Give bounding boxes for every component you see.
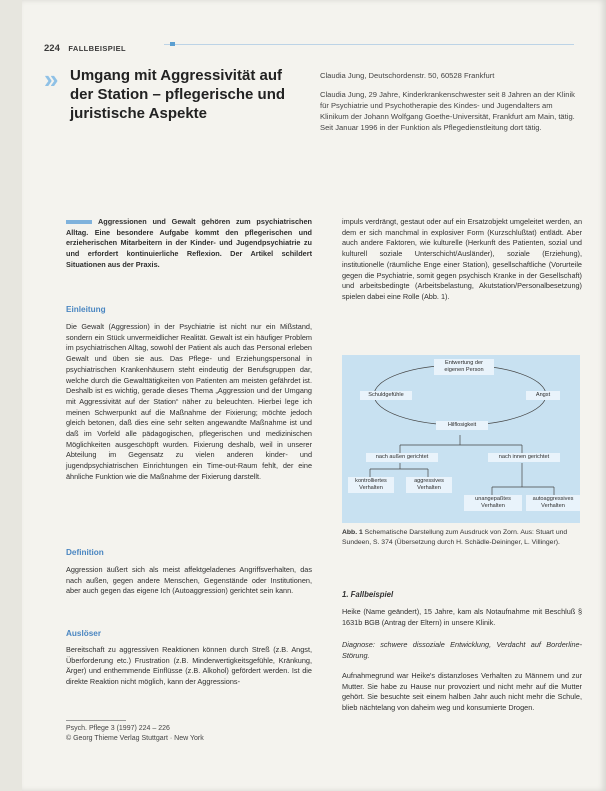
diagram-node-autoaggressive: autoaggressives Verhalten	[526, 495, 580, 511]
footer-rule	[66, 720, 126, 721]
figure-diagram	[342, 355, 580, 523]
header-rule	[164, 44, 574, 45]
title-quote-icon: »	[44, 64, 59, 94]
section-label: FALLBEISPIEL	[68, 44, 127, 53]
heading-definition: Definition	[66, 548, 104, 557]
footer-publisher: © Georg Thieme Verlag Stuttgart · New York	[66, 735, 204, 742]
page-number: 224	[44, 43, 60, 54]
page-header	[44, 38, 574, 52]
author-block	[320, 70, 582, 141]
lead-bar-marker	[66, 220, 92, 224]
heading-einleitung: Einleitung	[66, 305, 106, 314]
text-ausloeser: Bereitschaft zu aggressiven Reaktionen können durch Streß (z.B. Angst, Überforderung etc.) Frustration (z.B. Minderwertigkeitsgefühle, Kränkung, Ärger) und enthemmende Einflüsse (z.B. Alkohol) gefördert werden. Ist die direkte Reaktion nicht möglich, kann der Aggressions-	[66, 645, 312, 687]
heading-ausloeser: Auslöser	[66, 629, 102, 638]
caption-label: Abb. 1	[342, 529, 363, 536]
diagram-node-top: Entwertung der eigenen Person	[434, 359, 494, 375]
caption-text: Schematische Darstellung zum Ausdruck von Zorn. Aus: Stuart und Sundeen, S. 374 (Übersetzung durch H. Schädle-Deininger, L. Villinger).	[342, 529, 568, 546]
header-marker	[170, 42, 175, 46]
diagram-node-outward: nach außen gerichtet	[366, 453, 438, 462]
text-definition: Aggression äußert sich als meist affektgeladenes Angriffsverhalten, das nach außen, gegen andere Menschen, Gegenstände oder Institutionen, aber auch gegen das eigene Ich (Autoaggression) gerichtet sein kann.	[66, 565, 312, 596]
footer-journal: Psych. Pflege 3 (1997) 224 – 226	[66, 725, 170, 732]
author-bio: Claudia Jung, 29 Jahre, Kinderkrankenschwester seit 8 Jahren an der Klinik für Psychiatrie und Psychotherapie des Kindes- und Jugendalters am Klinikum der Johann Wolfgang Goethe-Universität, Frankfurt am Main, tätig. Seit Januar 1996 in der Funktion als Pflegedienstleitung dort tätig.	[320, 90, 575, 132]
case-text: Aufnahmegrund war Heike's distanzloses Verhalten zu Männern und zur Mutter. Sie habe zu Hause nur provoziert und nicht mehr auf die Mutter gehört. Sie besuchte seit einem halben Jahr auch nicht mehr die Schule, blieb nächtelang von daheim weg und konsumierte Drogen.	[342, 671, 582, 713]
case-intro: Heike (Name geändert), 15 Jahre, kam als Notaufnahme mit Beschluß § 1631b BGB (Antrag der Eltern) in unsere Klinik.	[342, 607, 582, 627]
case-diagnosis: Diagnose: schwere dissoziale Entwicklung, Verdacht auf Borderline-Störung.	[342, 640, 582, 660]
diagram-node-center: Hilflosigkeit	[436, 421, 488, 430]
diagram-node-left: Schuldgefühle	[360, 391, 412, 400]
case-heading: 1. Fallbeispiel	[342, 590, 394, 599]
diagram-node-right: Angst	[526, 391, 560, 400]
text-right-column: impuls verdrängt, gestaut oder auf ein Ersatzobjekt umgeleitet werden, an dem er sich manchmal in explosiver Form (Kurzschlußtat) entlädt. Aber auch andere Faktoren, wie kulturelle (Herkunft des Patienten, sozial und kulturell soziale Unterschicht/Ausländer), soziale (Erziehung), institutionelle (räumliche Enge einer Station), gesellschaftliche (Vorurteile gegen die Psychiatrie, somit gegen psychisch Kranke in der Gesellschaft) und arbeitsbedingte (Arbeitsbelastung, Akutstation/Personalbesetzung) spielen dabei eine Rolle (Abb. 1).	[342, 217, 582, 301]
lead-paragraph	[66, 217, 312, 271]
diagram-node-controlled: kontrolliertes Verhalten	[348, 477, 394, 493]
lead-text: Aggressionen und Gewalt gehören zum psychiatrischen Alltag. Eine besondere Aufgabe kommt den pflegerischen und erzieherischen Mitarbeitern in der Kinder- und Jugendpsychiatrie zu und erfordert kontinuierliche Reflexion. Der Artikel schildert Situationen aus der Praxis.	[66, 217, 312, 269]
author-address: Claudia Jung, Deutschordenstr. 50, 60528 Frankfurt	[320, 71, 495, 80]
text-einleitung: Die Gewalt (Aggression) in der Psychiatrie ist nicht nur ein Mißstand, sondern ein Stück unvermeidlicher Realität. Gewalt ist ein häufiger Problem im psychiatrischen Alltag, sowohl der Patient als auch das Personal erleben Gewalt und üben sie aus. Das Pflege- und Erziehungspersonal in psychiatrischen Krankenhäusern steht eindeutig der Berufsgruppen dar, welche durch die Gewalttätigkeiten von Patienten am meisten gefährdet ist. Deshalb ist es wichtig, gerade dieses Thema „Aggression und der Umgang mit Aggressivität auf der Station“ näher zu beleuchten. Hierbei lege ich meinen Schwerpunkt auf die Maßnahme der Fixierung; möchte jedoch gleich betonen, daß dies eine sehr selten angewandte Maßnahme ist und daß im Vorfeld alle pädagogischen, pflegerischen und medizinischen Möglichkeiten ausgeschöpft wurden. Fixierung deshalb, weil in unserer Abteilung im Gegensatz zu vielen anderen kinder- und jugendpsychiatrischen Einrichtungen ein Time-out-Raum fehlt, der eine ähnliche Funktion wie die Maßnahme der Fixierung darstellt.	[66, 322, 312, 481]
diagram-node-inward: nach innen gerichtet	[488, 453, 560, 462]
diagram-node-aggressive: aggressives Verhalten	[406, 477, 452, 493]
diagram-node-maladaptive: unangepaßtes Verhalten	[464, 495, 522, 511]
article-title: Umgang mit Aggressivität auf der Station – pflegerische und juristische Aspekte	[70, 67, 286, 122]
figure-caption	[342, 528, 580, 547]
page-footer	[66, 720, 306, 744]
